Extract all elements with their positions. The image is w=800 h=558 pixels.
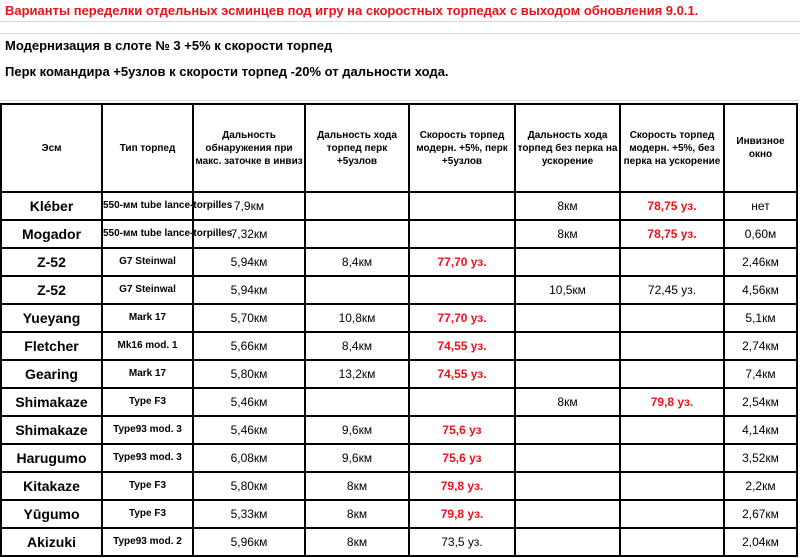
range-perk-cell: 10,8км bbox=[305, 304, 409, 332]
speed-perk-cell: 75,6 уз bbox=[409, 416, 515, 444]
invis-window-cell: 3,52км bbox=[724, 444, 797, 472]
header-range-noperk: Дальность хода торпед без перка на ускорение bbox=[515, 104, 620, 192]
ship-name-cell: Yūgumo bbox=[1, 500, 102, 528]
range-perk-cell: 8,4км bbox=[305, 248, 409, 276]
ship-name-cell: Kléber bbox=[1, 192, 102, 220]
range-noperk-cell bbox=[515, 360, 620, 388]
detection-range-cell: 5,66км bbox=[193, 332, 305, 360]
speed-perk-cell: 74,55 уз. bbox=[409, 360, 515, 388]
speed-noperk-cell: 78,75 уз. bbox=[620, 192, 724, 220]
header-speed-noperk: Скорость торпед модерн. +5%, без перка на ускорение bbox=[620, 104, 724, 192]
speed-perk-cell bbox=[409, 388, 515, 416]
range-noperk-cell bbox=[515, 472, 620, 500]
speed-noperk-cell: 78,75 уз. bbox=[620, 220, 724, 248]
table-row bbox=[1, 444, 797, 472]
torpedo-type-cell: Mark 17 bbox=[102, 304, 193, 332]
detection-range-cell: 5,94км bbox=[193, 276, 305, 304]
range-noperk-cell bbox=[515, 248, 620, 276]
invis-window-cell: 4,56км bbox=[724, 276, 797, 304]
detection-range-cell: 5,80км bbox=[193, 472, 305, 500]
table-row bbox=[1, 416, 797, 444]
range-noperk-cell: 8км bbox=[515, 388, 620, 416]
invis-window-cell: 5,1км bbox=[724, 304, 797, 332]
speed-perk-cell: 75,6 уз bbox=[409, 444, 515, 472]
detection-range-cell: 5,33км bbox=[193, 500, 305, 528]
speed-perk-cell: 73,5 уз. bbox=[409, 528, 515, 556]
table-row bbox=[1, 192, 797, 220]
range-perk-cell: 13,2км bbox=[305, 360, 409, 388]
ship-name-cell: Shimakaze bbox=[1, 416, 102, 444]
invis-window-cell: 2,2км bbox=[724, 472, 797, 500]
range-perk-cell: 9,6км bbox=[305, 416, 409, 444]
speed-noperk-cell bbox=[620, 472, 724, 500]
table-row bbox=[1, 248, 797, 276]
spacer-row bbox=[0, 84, 800, 101]
table-row bbox=[1, 528, 797, 556]
range-perk-cell: 8км bbox=[305, 528, 409, 556]
header-detection-range: Дальность обнаружения при макс. заточке в инвиз bbox=[193, 104, 305, 192]
sheet-title: Варианты переделки отдельных эсминцев под игру на скоростных торпедах с выходом обновления 9.0.1. bbox=[0, 0, 800, 22]
ship-name-cell: Z-52 bbox=[1, 276, 102, 304]
speed-noperk-cell bbox=[620, 304, 724, 332]
range-noperk-cell bbox=[515, 528, 620, 556]
detection-range-cell: 6,08км bbox=[193, 444, 305, 472]
header-esm: Эсм bbox=[1, 104, 102, 192]
speed-noperk-cell bbox=[620, 500, 724, 528]
header-invis-window: Инвизное окно bbox=[724, 104, 797, 192]
range-perk-cell: 9,6км bbox=[305, 444, 409, 472]
torpedo-table bbox=[0, 103, 798, 557]
range-perk-cell: 8км bbox=[305, 500, 409, 528]
torpedo-type-cell: G7 Steinwal bbox=[102, 276, 193, 304]
range-perk-cell: 8,4км bbox=[305, 332, 409, 360]
table-row bbox=[1, 276, 797, 304]
speed-noperk-cell: 79,8 уз. bbox=[620, 388, 724, 416]
range-noperk-cell: 8км bbox=[515, 192, 620, 220]
ship-name-cell: Fletcher bbox=[1, 332, 102, 360]
speed-perk-cell bbox=[409, 276, 515, 304]
range-perk-cell: 8км bbox=[305, 472, 409, 500]
torpedo-type-cell: Type F3 bbox=[102, 500, 193, 528]
speed-noperk-cell bbox=[620, 528, 724, 556]
range-noperk-cell bbox=[515, 500, 620, 528]
speed-noperk-cell bbox=[620, 248, 724, 276]
table-row bbox=[1, 220, 797, 248]
detection-range-cell: 5,46км bbox=[193, 388, 305, 416]
header-row bbox=[1, 104, 797, 192]
speed-perk-cell bbox=[409, 220, 515, 248]
detection-range-cell: 7,9км bbox=[193, 192, 305, 220]
speed-perk-cell: 79,8 уз. bbox=[409, 472, 515, 500]
ship-name-cell: Kitakaze bbox=[1, 472, 102, 500]
ship-name-cell: Yueyang bbox=[1, 304, 102, 332]
detection-range-cell: 5,70км bbox=[193, 304, 305, 332]
torpedo-type-cell: Type F3 bbox=[102, 472, 193, 500]
speed-perk-cell: 77,70 уз. bbox=[409, 304, 515, 332]
invis-window-cell: 7,4км bbox=[724, 360, 797, 388]
detection-range-cell: 5,94км bbox=[193, 248, 305, 276]
torpedo-type-cell: Type93 mod. 3 bbox=[102, 444, 193, 472]
spacer-row bbox=[0, 22, 800, 34]
torpedo-type-cell: Mk16 mod. 1 bbox=[102, 332, 193, 360]
detection-range-cell: 7,32км bbox=[193, 220, 305, 248]
ship-name-cell: Akizuki bbox=[1, 528, 102, 556]
torpedo-type-cell: Type93 mod. 3 bbox=[102, 416, 193, 444]
table-row bbox=[1, 388, 797, 416]
subtitle-modernization: Модернизация в слоте № 3 +5% к скорости торпед bbox=[5, 38, 333, 53]
invis-window-cell: 2,54км bbox=[724, 388, 797, 416]
range-noperk-cell bbox=[515, 444, 620, 472]
invis-window-cell: 4,14км bbox=[724, 416, 797, 444]
detection-range-cell: 5,46км bbox=[193, 416, 305, 444]
range-noperk-cell bbox=[515, 304, 620, 332]
speed-perk-cell: 79,8 уз. bbox=[409, 500, 515, 528]
ship-name-cell: Harugumo bbox=[1, 444, 102, 472]
ship-name-cell: Gearing bbox=[1, 360, 102, 388]
torpedo-type-cell: Mark 17 bbox=[102, 360, 193, 388]
torpedo-type-cell: 550-мм tube lance-torpilles bbox=[102, 192, 193, 220]
ship-name-cell: Mogador bbox=[1, 220, 102, 248]
detection-range-cell: 5,96км bbox=[193, 528, 305, 556]
range-perk-cell bbox=[305, 192, 409, 220]
speed-noperk-cell bbox=[620, 416, 724, 444]
speed-perk-cell: 77,70 уз. bbox=[409, 248, 515, 276]
invis-window-cell: 0,60м bbox=[724, 220, 797, 248]
range-noperk-cell bbox=[515, 416, 620, 444]
torpedo-type-cell: 550-мм tube lance-torpilles bbox=[102, 220, 193, 248]
torpedo-type-cell: G7 Steinwal bbox=[102, 248, 193, 276]
invis-window-cell: 2,74км bbox=[724, 332, 797, 360]
range-noperk-cell: 10,5км bbox=[515, 276, 620, 304]
speed-noperk-cell bbox=[620, 360, 724, 388]
detection-range-cell: 5,80км bbox=[193, 360, 305, 388]
table-row bbox=[1, 304, 797, 332]
invis-window-cell: нет bbox=[724, 192, 797, 220]
invis-window-cell: 2,67км bbox=[724, 500, 797, 528]
speed-perk-cell: 74,55 уз. bbox=[409, 332, 515, 360]
torpedo-type-cell: Type93 mod. 2 bbox=[102, 528, 193, 556]
subtitle-commander-perk: Перк командира +5узлов к скорости торпед -20% от дальности хода. bbox=[5, 64, 449, 79]
header-torpedo-type: Тип торпед bbox=[102, 104, 193, 192]
range-perk-cell bbox=[305, 220, 409, 248]
speed-perk-cell bbox=[409, 192, 515, 220]
range-perk-cell bbox=[305, 276, 409, 304]
table-row bbox=[1, 500, 797, 528]
header-speed-perk: Скорость торпед модерн. +5%, перк +5узлов bbox=[409, 104, 515, 192]
speed-noperk-cell bbox=[620, 332, 724, 360]
header-range-perk: Дальность хода торпед перк +5узлов bbox=[305, 104, 409, 192]
speed-noperk-cell: 72,45 уз. bbox=[620, 276, 724, 304]
range-perk-cell bbox=[305, 388, 409, 416]
speed-noperk-cell bbox=[620, 444, 724, 472]
range-noperk-cell: 8км bbox=[515, 220, 620, 248]
torpedo-type-cell: Type F3 bbox=[102, 388, 193, 416]
ship-name-cell: Shimakaze bbox=[1, 388, 102, 416]
invis-window-cell: 2,04км bbox=[724, 528, 797, 556]
range-noperk-cell bbox=[515, 332, 620, 360]
table-row bbox=[1, 360, 797, 388]
table-row bbox=[1, 472, 797, 500]
table-row bbox=[1, 332, 797, 360]
ship-name-cell: Z-52 bbox=[1, 248, 102, 276]
invis-window-cell: 2,46км bbox=[724, 248, 797, 276]
